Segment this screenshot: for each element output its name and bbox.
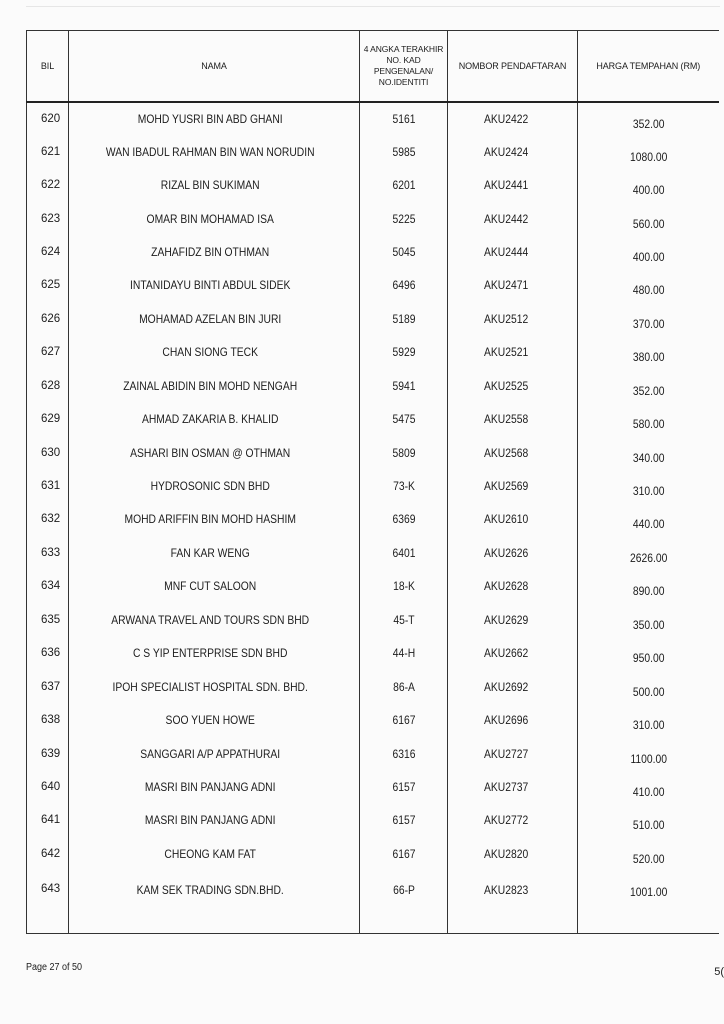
table-row [27, 235, 719, 268]
cell-harga: 410.00 [587, 770, 708, 803]
cell-nombor: AKU2512 [457, 302, 569, 335]
cell-harga: 400.00 [587, 168, 708, 201]
cell-harga: 1100.00 [587, 737, 708, 770]
cell-harga: 2626.00 [587, 536, 708, 569]
cell-bil: 632 [27, 503, 69, 536]
cell-nombor: AKU2422 [457, 102, 569, 135]
cell-nombor: AKU2569 [457, 469, 569, 502]
cell-harga: 380.00 [587, 336, 708, 369]
cell-ic: 5225 [366, 202, 442, 235]
cell-bil: 639 [27, 737, 69, 770]
table-row [27, 302, 719, 335]
cell-nombor: AKU2692 [457, 670, 569, 703]
cell-nombor: AKU2626 [457, 536, 569, 569]
cell-bil: 640 [27, 770, 69, 803]
cell-nombor: AKU2442 [457, 202, 569, 235]
cell-bil: 622 [27, 168, 69, 201]
cell-nombor: AKU2696 [457, 703, 569, 736]
cell-ic: 5929 [366, 336, 442, 369]
table-row [27, 469, 719, 502]
cell-nombor: AKU2424 [457, 135, 569, 168]
cell-harga: 480.00 [587, 269, 708, 302]
cell-nama: MASRI BIN PANJANG ADNI [89, 770, 339, 803]
table-row [27, 202, 719, 235]
table-row [27, 135, 719, 168]
table-row [27, 369, 719, 402]
cell-harga: 510.00 [587, 804, 708, 837]
cell-nombor: AKU2727 [457, 737, 569, 770]
cell-harga: 1001.00 [587, 871, 708, 934]
cell-harga: 580.00 [587, 402, 708, 435]
cell-bil: 627 [27, 336, 69, 369]
cell-harga: 890.00 [587, 570, 708, 603]
cell-ic: 6369 [366, 503, 442, 536]
cell-ic: 45-T [366, 603, 442, 636]
table-row [27, 670, 719, 703]
table-row [27, 536, 719, 569]
cell-nama: KAM SEK TRADING SDN.BHD. [89, 871, 339, 934]
registration-table [26, 30, 719, 934]
cell-harga: 352.00 [587, 102, 708, 135]
cell-bil: 620 [27, 102, 69, 135]
cell-nama: RIZAL BIN SUKIMAN [89, 168, 339, 201]
cell-nombor: AKU2558 [457, 402, 569, 435]
table-row [27, 402, 719, 435]
cell-nama: MNF CUT SALOON [89, 570, 339, 603]
cell-ic: 6167 [366, 703, 442, 736]
cell-nombor: AKU2820 [457, 837, 569, 870]
table-row [27, 703, 719, 736]
cell-ic: 5809 [366, 436, 442, 469]
page-top-rule [26, 6, 720, 7]
header-nama: NAMA [69, 31, 360, 102]
cell-nama: CHAN SIONG TECK [89, 336, 339, 369]
table-row [27, 837, 719, 870]
cell-nama: INTANIDAYU BINTI ABDUL SIDEK [89, 269, 339, 302]
cell-nama: OMAR BIN MOHAMAD ISA [89, 202, 339, 235]
cell-bil: 623 [27, 202, 69, 235]
cell-ic: 5189 [366, 302, 442, 335]
cell-ic: 5045 [366, 235, 442, 268]
table-row [27, 102, 719, 135]
cell-nombor: AKU2629 [457, 603, 569, 636]
cell-ic: 6496 [366, 269, 442, 302]
cell-ic: 6157 [366, 804, 442, 837]
table-row [27, 871, 719, 934]
cell-nama: IPOH SPECIALIST HOSPITAL SDN. BHD. [89, 670, 339, 703]
cell-ic: 5985 [366, 135, 442, 168]
cell-nama: ASHARI BIN OSMAN @ OTHMAN [89, 436, 339, 469]
cell-nombor: AKU2628 [457, 570, 569, 603]
cell-bil: 625 [27, 269, 69, 302]
cell-harga: 500.00 [587, 670, 708, 703]
header-nombor: NOMBOR PENDAFTARAN [448, 31, 578, 102]
cell-ic: 5475 [366, 402, 442, 435]
cell-ic: 6157 [366, 770, 442, 803]
cell-nama: C S YIP ENTERPRISE SDN BHD [89, 637, 339, 670]
cell-nama: HYDROSONIC SDN BHD [89, 469, 339, 502]
cell-nama: SANGGARI A/P APPATHURAI [89, 737, 339, 770]
cell-nombor: AKU2823 [457, 871, 569, 934]
cell-nama: FAN KAR WENG [89, 536, 339, 569]
table-row [27, 570, 719, 603]
table-row [27, 770, 719, 803]
cell-harga: 950.00 [587, 637, 708, 670]
cell-nombor: AKU2471 [457, 269, 569, 302]
cell-nama: MOHD YUSRI BIN ABD GHANI [89, 102, 339, 135]
cell-bil: 630 [27, 436, 69, 469]
cell-bil: 629 [27, 402, 69, 435]
cell-bil: 642 [27, 837, 69, 870]
cell-nama: SOO YUEN HOWE [89, 703, 339, 736]
cell-ic: 5941 [366, 369, 442, 402]
cell-nama: CHEONG KAM FAT [89, 837, 339, 870]
table-row [27, 436, 719, 469]
cell-bil: 643 [27, 871, 69, 934]
cell-bil: 635 [27, 603, 69, 636]
cell-bil: 636 [27, 637, 69, 670]
cell-nombor: AKU2772 [457, 804, 569, 837]
cell-bil: 637 [27, 670, 69, 703]
cell-harga: 310.00 [587, 469, 708, 502]
cell-nombor: AKU2568 [457, 436, 569, 469]
cell-nama: MASRI BIN PANJANG ADNI [89, 804, 339, 837]
table-body [27, 102, 719, 934]
cell-ic: 44-H [366, 637, 442, 670]
cell-bil: 631 [27, 469, 69, 502]
cell-harga: 350.00 [587, 603, 708, 636]
cell-ic: 18-K [366, 570, 442, 603]
cell-nombor: AKU2662 [457, 637, 569, 670]
cell-nama: MOHAMAD AZELAN BIN JURI [89, 302, 339, 335]
cell-nombor: AKU2441 [457, 168, 569, 201]
table-row [27, 269, 719, 302]
cell-bil: 621 [27, 135, 69, 168]
cell-bil: 633 [27, 536, 69, 569]
table-row [27, 168, 719, 201]
cell-bil: 628 [27, 369, 69, 402]
cell-harga: 400.00 [587, 235, 708, 268]
cell-nombor: AKU2525 [457, 369, 569, 402]
cell-nama: ZAHAFIDZ BIN OTHMAN [89, 235, 339, 268]
table-row [27, 503, 719, 536]
page-corner-mark: 5( [714, 966, 724, 978]
cell-ic: 5161 [366, 102, 442, 135]
cell-bil: 624 [27, 235, 69, 268]
cell-harga: 340.00 [587, 436, 708, 469]
table-header-row [27, 31, 719, 102]
cell-nombor: AKU2610 [457, 503, 569, 536]
table-row [27, 603, 719, 636]
cell-bil: 638 [27, 703, 69, 736]
cell-harga: 1080.00 [587, 135, 708, 168]
cell-ic: 6401 [366, 536, 442, 569]
cell-nombor: AKU2521 [457, 336, 569, 369]
table-row [27, 737, 719, 770]
cell-ic: 66-P [366, 871, 442, 934]
cell-nombor: AKU2737 [457, 770, 569, 803]
cell-harga: 520.00 [587, 837, 708, 870]
cell-harga: 440.00 [587, 503, 708, 536]
cell-nama: ZAINAL ABIDIN BIN MOHD NENGAH [89, 369, 339, 402]
table-row [27, 804, 719, 837]
cell-harga: 310.00 [587, 703, 708, 736]
page-number: Page 27 of 50 [26, 962, 83, 973]
cell-bil: 634 [27, 570, 69, 603]
cell-nama: ARWANA TRAVEL AND TOURS SDN BHD [89, 603, 339, 636]
cell-ic: 86-A [366, 670, 442, 703]
table-row [27, 637, 719, 670]
header-ic: 4 ANGKA TERAKHIR NO. KAD PENGENALAN/ NO.IDENTITI [360, 31, 448, 102]
cell-nombor: AKU2444 [457, 235, 569, 268]
cell-harga: 370.00 [587, 302, 708, 335]
cell-bil: 626 [27, 302, 69, 335]
cell-nama: WAN IBADUL RAHMAN BIN WAN NORUDIN [89, 135, 339, 168]
cell-harga: 560.00 [587, 202, 708, 235]
cell-ic: 73-K [366, 469, 442, 502]
cell-ic: 6201 [366, 168, 442, 201]
cell-bil: 641 [27, 804, 69, 837]
cell-ic: 6316 [366, 737, 442, 770]
header-harga: HARGA TEMPAHAN (RM) [578, 31, 719, 102]
cell-harga: 352.00 [587, 369, 708, 402]
cell-nama: AHMAD ZAKARIA B. KHALID [89, 402, 339, 435]
cell-ic: 6167 [366, 837, 442, 870]
table-row [27, 336, 719, 369]
header-bil: BIL [27, 31, 69, 102]
cell-nama: MOHD ARIFFIN BIN MOHD HASHIM [89, 503, 339, 536]
